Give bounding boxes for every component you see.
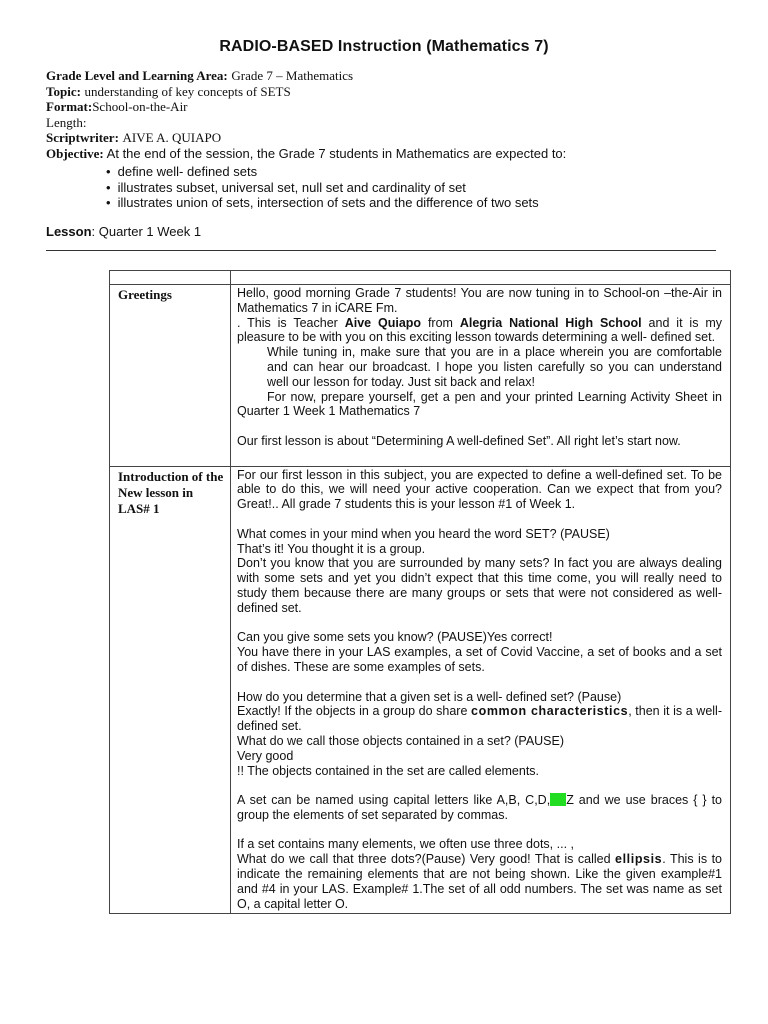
lesson-line: [46, 224, 201, 239]
objective-label: Objective:: [46, 145, 104, 161]
bullet-dot-icon: •: [106, 195, 111, 211]
bullet-dot-icon: •: [106, 164, 111, 179]
table-cell-empty: [110, 271, 231, 285]
table-header-row: [110, 271, 731, 285]
greetings-paragraph: Hello, good morning Grade 7 students! You are now tuning in to School-on –the-Air in Mathematics 7 in iCARE Fm.: [237, 286, 722, 315]
objective-value: At the end of the session, the Grade 7 students in Mathematics are expected to:: [106, 145, 567, 161]
length-label: Length:: [46, 114, 87, 130]
table-row-greetings: [110, 285, 731, 467]
topic-value: understanding of key concepts of SETS: [84, 83, 291, 99]
teacher-name: Aive Quiapo: [344, 315, 422, 330]
intro-paragraph: Can you give some sets you know? (PAUSE)Yes correct!: [237, 630, 553, 645]
scriptwriter-line: [46, 130, 736, 146]
scriptwriter-value: AIVE A. QUIAPO: [122, 130, 222, 146]
bullet-text: illustrates union of sets, intersection of sets and the difference of two sets: [117, 195, 539, 211]
intro-paragraph: !! The objects contained in the set are called elements.: [237, 763, 540, 778]
intro-paragraph: What do we call those objects contained in a set? (PAUSE): [237, 733, 565, 748]
script-table: [109, 270, 731, 914]
bullet-text: define well- defined sets: [117, 164, 258, 179]
lesson-value: : Quarter 1 Week 1: [91, 224, 202, 239]
row-label-introduction: Introduction of the New lesson in LAS# 1: [110, 466, 231, 914]
bullet-text: illustrates subset, universal set, null set and cardinality of set: [117, 179, 466, 195]
greetings-paragraph: For now, prepare yourself, get a pen and your printed Learning Activity Sheet in Quarter 1 Week 1 Mathematics 7: [237, 389, 722, 419]
bullet-item: [106, 180, 539, 196]
objective-line: [46, 146, 736, 162]
length-line: [46, 115, 736, 131]
intro-paragraph: Don’t you know that you are surrounded by many sets? In fact you are always dealing with some sets and yet you didn’t expect that this time come, you will really need to study them because there are many groups or sets that were not considered as well- defined set.: [237, 556, 722, 615]
intro-paragraph: If a set contains many elements, we often use three dots, ... ,: [237, 837, 574, 852]
lesson-label: Lesson: [46, 224, 92, 239]
greetings-paragraph: . This is Teacher Aive Quiapo from Alegria National High School and it is my pleasure to be with you on this exciting lesson towards determining a well- defined set.: [237, 315, 723, 345]
row-content-introduction: [231, 466, 731, 914]
format-label: Format:: [46, 99, 93, 115]
intro-paragraph: Very good: [237, 748, 294, 763]
row-label-greetings: Greetings: [110, 285, 231, 467]
ellipsis-term: ellipsis: [615, 852, 663, 867]
intro-paragraph: That’s it! You thought it is a group.: [237, 541, 426, 556]
school-name: Alegria National High School: [459, 315, 642, 330]
greetings-paragraph: Our first lesson is about “Determining A well-defined Set”. All right let’s start now.: [237, 433, 681, 448]
grade-value: Grade 7 – Mathematics: [231, 68, 354, 83]
row-content-greetings: [231, 285, 731, 467]
bullet-item: [106, 164, 539, 180]
format-value: School-on-the-Air: [92, 99, 188, 115]
intro-paragraph: How do you determine that a given set is a well- defined set? (Pause): [237, 689, 622, 704]
common-characteristics-term: common characteristics: [471, 704, 629, 719]
document-title: RADIO-BASED Instruction (Mathematics 7): [219, 38, 549, 55]
intro-paragraph: Exactly! If the objects in a group do share common characteristics, then it is a well-defined set.: [237, 704, 722, 734]
grade-line: [46, 68, 736, 84]
topic-label: Topic:: [46, 83, 81, 99]
bullet-item: [106, 195, 539, 211]
intro-paragraph: A set can be named using capital letters like A,B, C,D, Z and we use braces { } to group the elements of set separated by commas.: [237, 793, 722, 822]
table-row-introduction: [110, 466, 731, 914]
bullet-dot-icon: •: [106, 179, 111, 195]
scriptwriter-label: Scriptwriter:: [46, 130, 119, 146]
topic-line: [46, 84, 736, 100]
greetings-paragraph: While tuning in, make sure that you are in a place wherein you are comfortable and can hear our broadcast. I hope you listen carefully so you can understand well our lesson for today. Just sit back and relax!: [267, 345, 722, 389]
intro-paragraph: For our first lesson in this subject, you are expected to define a well-defined set. To be able to do this, we will need your active cooperation. Can we expect that from you? Great!.. All grade 7 students this is your lesson #1 of Week 1.: [237, 467, 722, 512]
grade-label: Grade Level and Learning Area:: [46, 68, 228, 83]
green-highlight-mark: [550, 793, 566, 806]
table-cell-empty: [231, 271, 731, 285]
format-line: [46, 99, 736, 115]
intro-paragraph: What comes in your mind when you heard the word SET? (PAUSE): [237, 526, 610, 541]
intro-paragraph: What do we call that three dots?(Pause) Very good! That is called ellipsis. This is to indicate the remaining elements that are not being shown. Like the given example#1 and #4 in your LAS. Example# 1.The set of all odd numbers. The set was name as set O, a capital letter O.: [237, 852, 722, 911]
horizontal-divider: [46, 250, 716, 251]
objective-bullet-list: [106, 164, 539, 211]
metadata-block: [46, 68, 736, 162]
intro-paragraph: You have there in your LAS examples, a set of Covid Vaccine, a set of books and a set of dishes. These are some examples of sets.: [237, 645, 722, 674]
